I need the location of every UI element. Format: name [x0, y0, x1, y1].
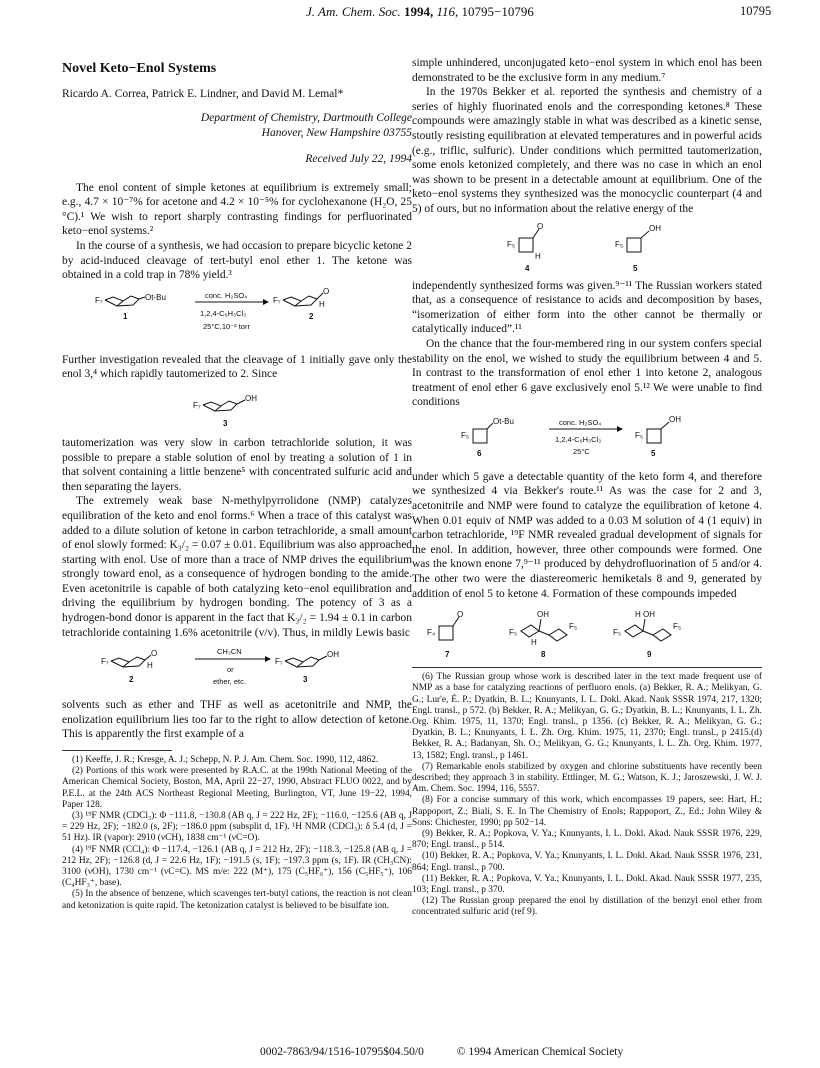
svg-text:Ot-Bu: Ot-Bu — [145, 292, 166, 302]
running-header — [306, 4, 534, 20]
label-6: 6 — [477, 448, 482, 458]
svg-text:F₅: F₅ — [673, 622, 682, 632]
reagent-conditions: 25°C,10⁻² torr — [203, 321, 250, 331]
footnote-6: (6) The Russian group whose work is described later in the text made frequent use of NMP as a base for catalyzing reactions of perfluoro enols. (a) Bekker, R. A.; Melikyan, G. G.; Lur'e, É. P.; Dyatkin, B. L.; Knunyants, I. L. Dokl. Akad. Nauk SSSR 1974, 217, 1320; Engl. transl., p 572. (b) Bekker, R. A.; Melikyan, G. G.; Dyatkin, B. L.; Knunyants, I. L. Zh. Org. Khim. 1975, 11, 1370; Engl. transl., p 1356. (c) Bekker, R. A.; Melikyan, G. G.; Dyatkin, B. L.; Knunyants, I. L. Zh. Org. Khim. 1975, 11, 2370; Engl. transl., p 2415.(d) Bekker, R. A.; Badanyan, Sh. O.; Melikyan, G. G.; Knunyants, I. L. Zh. Org. Khim. 1977, 13, 1582; Engl. transl., p 1461. — [412, 672, 762, 761]
svg-text:F₅: F₅ — [613, 628, 622, 638]
footnote-7: (7) Remarkable enols stabilized by oxygen and chlorine substituents have recently been described; they approach 3 in stability. Ettlinger, M. G.; Watson, K. J.; Jaroszewski, J. W. J. Am. Chem. Soc. 1994, 116, 5557. — [412, 761, 762, 795]
svg-text:O: O — [151, 649, 158, 659]
svg-text:H OH: H OH — [635, 610, 655, 620]
label-4: 4 — [525, 263, 530, 273]
page-footer — [260, 1046, 653, 1058]
footnote-divider — [62, 750, 172, 751]
svg-text:F₅: F₅ — [461, 430, 470, 440]
reaction-arrow-2-head — [617, 426, 623, 432]
right-paragraph-4: On the chance that the four-membered ring in our system confers special stability on the enol, we wished to study the equilibrium between 4 and 5. In contrast to the transformation of enol ether 1 into ketone 2, analogous treatment of enol ether 6 gave exclusively enol 5.¹² We were unable to find conditions — [412, 337, 762, 409]
journal-volume: 116, — [436, 4, 459, 19]
left-paragraph-6: solvents such as ether and THF as well as acetonitrile and NMP, the enolization equilibrium lies too far to the right to allow detection of ketone. This is apparently the first example of a — [62, 699, 412, 741]
reagent-solvent: 1,2,4-C₆H₃Cl₃ — [200, 308, 247, 318]
footnote-10: (10) Bekker, R. A.; Popkova, V. Ya.; Knunyants, I. L. Dokl. Akad. Nauk SSSR 1976, 231, 864; Engl. transl., p 700. — [412, 851, 762, 873]
reagent-or: or — [227, 665, 234, 675]
journal-year: 1994, — [403, 4, 434, 19]
svg-text:OH: OH — [649, 223, 661, 233]
affiliation-line-1: Department of Chemistry, Dartmouth College — [200, 112, 412, 125]
left-paragraph-3: Further investigation revealed that the cleavage of 1 initially gave only the enol 3,⁴ which rapidly tautomerized to 2. Since — [62, 353, 412, 381]
svg-text:O: O — [457, 610, 464, 620]
svg-text:OH: OH — [669, 414, 681, 424]
footnote-4: (4) ¹⁹F NMR (CCl₄): Φ −117.4, −126.1 (AB q, J = 212 Hz, 2F); −118.3, −125.8 (AB q, J = 212 Hz, 2F); −126.8 (d, J = 22.6 Hz, 1F); −191.5 (s, 1F); −197.3 ppm (s, 1F). IR (CH₃CN): 3100 (νOH), 1730 cm⁻¹ (νC=C). MS m/e: 222 (M⁺), 175 (C₅HF₆⁺), 156 (C₅HF₅⁺), 106 (C₄HF₃⁺, base). — [62, 844, 412, 889]
structures-7-8-9 — [417, 605, 757, 663]
footnote-divider-right — [412, 667, 762, 668]
received-date: Received July 22, 1994 — [305, 153, 412, 165]
reagent-acid: conc. H₂SO₄ — [205, 290, 248, 300]
svg-text:F₅: F₅ — [507, 239, 516, 249]
label-7: 7 — [445, 650, 450, 660]
label-2: 2 — [309, 311, 314, 321]
structure-7 — [427, 610, 463, 640]
svg-text:F₄: F₄ — [427, 628, 436, 638]
footnote-11: (11) Bekker, R. A.; Popkova, V. Ya.; Knunyants, I. L. Dokl. Akad. Nauk SSSR 1977, 235, 103; Engl. transl., p 370. — [412, 873, 762, 896]
article-title: Novel Keto−Enol Systems — [62, 61, 217, 76]
article-authors: Ricardo A. Correa, Patrick E. Lindner, and David M. Lemal* — [62, 87, 344, 100]
svg-text:F₇: F₇ — [101, 657, 109, 667]
label-1: 1 — [123, 311, 128, 321]
reagent-acid-2: conc. H₂SO₄ — [559, 417, 602, 427]
article-code: 0002-7863/94/1516-10795$04.50/0 — [260, 1046, 424, 1058]
structure-5 — [615, 224, 661, 252]
left-paragraph-4: tautomerization was very slow in carbon tetrachloride solution, it was possible to prepare a stable solution of enol by treating a solution of 1 in that solvent containing a little benzene⁵ with concentrated sulfuric acid and then separating the layers. — [62, 436, 412, 493]
structure-2 — [273, 287, 329, 309]
page-number: 10795 — [740, 4, 772, 18]
equilibrium-arrow-head — [265, 656, 271, 662]
structure-2b — [101, 649, 157, 670]
svg-text:F₇: F₇ — [275, 657, 283, 667]
copyright-notice: © 1994 American Chemical Society — [456, 1046, 624, 1058]
footnote-9: (9) Bekker, R. A.; Popkova, V. Ya.; Knunyants, I. L. Dokl. Akad. Nauk SSSR 1976, 229, 870; Engl. transl., p 514. — [412, 829, 762, 851]
svg-text:F₅: F₅ — [509, 628, 518, 638]
svg-text:F₅: F₅ — [635, 430, 644, 440]
reagent-acetonitrile: CH₃CN — [217, 647, 242, 657]
svg-text:F₅: F₅ — [569, 622, 578, 632]
svg-text:Ot-Bu: Ot-Bu — [493, 416, 514, 426]
right-paragraph-1: simple unhindered, unconjugated keto−enol system in which enol has been demonstrated to be the exclusive form in any medium.⁷ — [412, 57, 762, 84]
svg-text:H: H — [147, 661, 153, 671]
label-3b: 3 — [303, 675, 308, 685]
svg-text:O: O — [323, 286, 330, 296]
reagent-conditions-2: 25°C — [573, 446, 590, 456]
svg-text:H: H — [319, 299, 325, 309]
reagent-ether: ether, etc. — [213, 677, 246, 687]
svg-text:OH: OH — [327, 650, 339, 660]
footnote-2: (2) Portions of this work were presented by R.A.C. at the 199th National Meeting of the American Chemical Society, Boston, MA, April 22−27, 1990, Abstract FLUO 0022, and by P.E.L. at the 24th ACS Northeast Regional Meeting, Burlington, VT, June 19−22, 1994, Paper 128. — [62, 766, 412, 810]
right-column — [412, 56, 762, 919]
svg-text:OH: OH — [245, 393, 257, 403]
structures-ketone-4-enol-5 — [467, 221, 707, 275]
left-paragraph-2: In the course of a synthesis, we had occasion to prepare bicyclic ketone 2 by acid-induced cleavage of tert-butyl enol ether 1. The ketone was obtained in a cold trap in 78% yield.³ — [62, 239, 412, 282]
arrow-head — [263, 299, 269, 305]
svg-text:OH: OH — [537, 610, 549, 620]
journal-pages: 10795−10796 — [461, 4, 534, 19]
footnote-1: (1) Keeffe, J. R.; Kresge, A. J.; Schepp, N. P. J. Am. Chem. Soc. 1990, 112, 4862. — [72, 755, 379, 766]
svg-text:F₇: F₇ — [193, 400, 201, 410]
journal-name: J. Am. Chem. Soc. — [306, 4, 401, 19]
scheme-ether-1-to-ketone-2 — [87, 287, 387, 349]
svg-text:F₅: F₅ — [615, 239, 624, 249]
left-paragraph-5: The extremely weak base N-methylpyrrolidone (NMP) catalyzes equilibration of the keto and enol forms.⁶ When a trace of this catalyst was added to a dilute solution of ketone in carbon tetrachloride, a small amount of enol slowly formed: K₃/₂ = 0.07 ± 0.01. Equilibrium was also approached starting with enol. Use of more than a trace of NMP drives the equilibrium strongly toward enol, as a consequence of hydrogen bonding to the amide. Even acetonitrile is capable of both catalyzing keto−enol equilibration and driving the equilibrium by hydrogen bonding. The potency of 3 as a hydrogen-bond donor is apparent in the fact that K₃/₂ = 1.94 ± 0.1 in carbon tetrachloride containing 1.6% acetonitrile (v/v). Thus, in mildly Lewis basic — [62, 495, 412, 639]
footnote-5: (5) In the absence of benzene, which scavenges tert-butyl cations, the reaction is not clean and ketonization is quite rapid. The ketonization catalyst is believed to be bisulfate ion. — [62, 889, 412, 911]
right-paragraph-5: under which 5 gave a detectable quantity of the keto form 4, and therefore we synthesized 4 via Bekker's route.¹¹ As was the case for 2 and 3, acetonitrile and NMP were found to catalyze the equilibration of ketone 4. When 0.01 equiv of NMP was added to a 0.03 M solution of 4 (1 equiv) in carbon tetrachloride, ¹⁹F NMR revealed gradual development of signals for the enol. In addition, however, three other compounds were formed. One was the known enone 7,⁹⁻¹¹ produced by dehydrofluorination of 5 and/or 4. The other two were the diastereomeric hemiketals 8 and 9, generated by addition of enol 5 to ketone 4. Formation of these compounds impeded — [412, 470, 762, 600]
scheme-ketone-2-enol-3 — [87, 644, 387, 694]
svg-text:H: H — [535, 251, 541, 261]
structure-1 — [95, 293, 166, 306]
svg-text:F₇: F₇ — [273, 295, 281, 305]
right-paragraph-3: independently synthesized forms was given.⁹⁻¹¹ The Russian workers stated that, as a consequence of resistance to acids and decomposition by bases, “isomerization of either form into the other cannot be thermally or catalytically induced”.¹¹ — [412, 279, 762, 336]
label-5b: 5 — [651, 448, 656, 458]
structure-4 — [507, 222, 543, 261]
left-column — [62, 62, 412, 912]
svg-text:F₇: F₇ — [95, 295, 103, 305]
left-paragraph-1: The enol content of simple ketones at equilibrium is extremely small; e.g., 4.7 × 10⁻⁷% for acetone and 4.2 × 10⁻⁵% for cyclohexanone (H₂O, 25 °C).¹ We wish to report sharply contrasting findings for perfluorinated keto−enol systems.² — [62, 181, 412, 238]
svg-text:H: H — [531, 638, 537, 648]
label-5: 5 — [633, 263, 638, 273]
label-2b: 2 — [129, 675, 134, 685]
footnote-8: (8) For a concise summary of this work, which encompasses 19 papers, see: Hart, H.; Rappoport, Z.; Biali, S. E. In The Chemistry of Enols; Rappoport, Z., Ed.; John Wiley & Sons: Chichester, 1990; pp 502−14. — [412, 795, 762, 828]
label-8: 8 — [541, 650, 546, 660]
label-3: 3 — [223, 418, 228, 428]
structure-5b — [635, 415, 681, 443]
label-9: 9 — [647, 650, 652, 660]
structure-8 — [509, 610, 577, 647]
svg-text:O: O — [537, 221, 544, 231]
structure-enol-3 — [177, 386, 297, 432]
footnote-3: (3) ¹⁹F NMR (CDCl₃): Φ −111.8, −130.8 (AB q, J = 222 Hz, 2F); −116.0, −125.6 (AB q, J = 229 Hz, 2F); −182.0 (s, 2F); −186.0 ppm (subsplit d, 1F). ¹H NMR (CDCl₃): δ 5.4 (d, J = 51 Hz). IR (vapor): 2910 (νCH), 1838 cm⁻¹ (νC=O). — [62, 811, 412, 844]
structure-9 — [613, 610, 681, 641]
structure-6 — [461, 417, 514, 443]
footnote-12: (12) The Russian group prepared the enol by distillation of the benzyl enol ether from concentrated sulfuric acid (ref 9). — [412, 896, 762, 918]
reagent-solvent-2: 1,2,4-C₆H₃Cl₃ — [555, 434, 602, 444]
structure-3b — [275, 650, 339, 667]
scheme-ether-6-to-enol-5 — [437, 414, 737, 466]
affiliation-line-2: Hanover, New Hampshire 03755 — [261, 126, 412, 139]
right-paragraph-2: In the 1970s Bekker et al. reported the synthesis and chemistry of a series of highly fluorinated enols and the corresponding ketones.⁸ These compounds were amazingly stable in what was described as a kinetic sense, stoutly resisting equilibration at elevated temperatures and in powerful acids (e.g., triflic, sulfuric). Under conditions which permitted tautomerization, some enols ketonized completely, and there was no case in which an enol was shown to be present in a detectable amount at equilibrium. One of the keto−enol systems they synthesized was the monocyclic counterpart (4 and 5) of ours, but no information about the relative energy of the — [412, 86, 762, 215]
